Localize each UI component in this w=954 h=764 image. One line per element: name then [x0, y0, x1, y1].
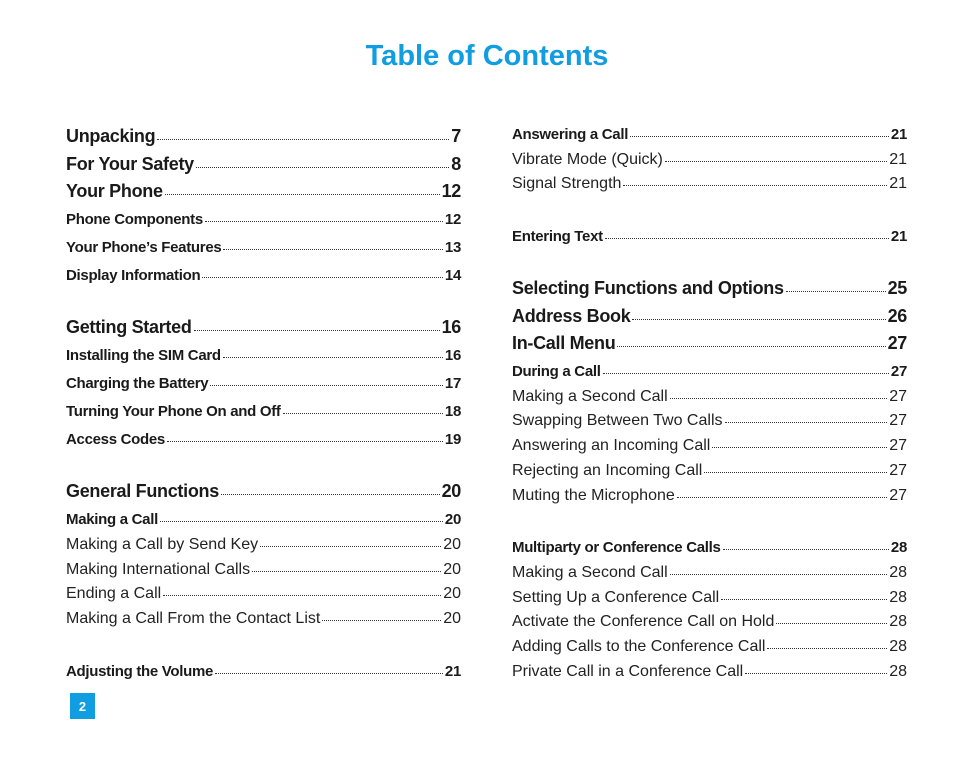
toc-entry[interactable]: [66, 585, 461, 603]
toc-entry-label: Answering a Call: [512, 126, 629, 143]
toc-entry[interactable]: [512, 663, 907, 681]
toc-entry-page: 27: [889, 462, 907, 479]
toc-entry-label: Phone Components: [66, 211, 203, 228]
toc-entry[interactable]: [66, 126, 461, 147]
toc-entry-page: 14: [444, 267, 461, 284]
toc-entry-page: 28: [889, 589, 907, 606]
toc-entry-page: 21: [889, 151, 907, 168]
toc-entry-page: 16: [444, 347, 461, 364]
toc-entry-label: In-Call Menu: [512, 333, 616, 353]
toc-entry[interactable]: [512, 333, 907, 354]
toc-entry[interactable]: [512, 539, 907, 556]
toc-entry[interactable]: [66, 511, 461, 528]
dot-leader: [252, 571, 441, 572]
dot-leader: [712, 447, 887, 448]
toc-entry-page: 21: [889, 175, 907, 192]
toc-entry-page: 7: [451, 126, 461, 146]
toc-entry-page: 28: [889, 638, 907, 655]
toc-entry-page: 17: [444, 375, 461, 392]
toc-entry-label: Multiparty or Conference Calls: [512, 539, 721, 556]
toc-entry-page: 12: [441, 181, 461, 201]
toc-entry[interactable]: [512, 175, 907, 193]
toc-entry-label: Rejecting an Incoming Call: [512, 462, 703, 479]
toc-entry-label: Vibrate Mode (Quick): [512, 151, 663, 168]
toc-entry-label: Activate the Conference Call on Hold: [512, 613, 775, 630]
dot-leader: [605, 238, 889, 239]
dot-leader: [196, 167, 449, 168]
dot-leader: [723, 549, 889, 550]
dot-leader: [725, 422, 888, 423]
toc-entry[interactable]: [66, 561, 461, 579]
toc-entry[interactable]: [66, 431, 461, 448]
toc-entry[interactable]: [66, 663, 461, 680]
dot-leader: [704, 472, 887, 473]
dot-leader: [665, 161, 887, 162]
toc-entry-label: Your Phone’s Features: [66, 239, 222, 256]
toc-entry-page: 27: [889, 388, 907, 405]
toc-entry-page: 27: [889, 487, 907, 504]
toc-entry-page: 12: [444, 211, 461, 228]
toc-entry-label: Answering an Incoming Call: [512, 437, 711, 454]
toc-entry-label: Selecting Functions and Options: [512, 278, 784, 298]
toc-entry[interactable]: [66, 181, 461, 202]
dot-leader: [776, 623, 887, 624]
toc-entry[interactable]: [66, 347, 461, 364]
dot-leader: [215, 673, 443, 674]
dot-leader: [745, 673, 887, 674]
dot-leader: [767, 648, 887, 649]
toc-entry-page: 21: [444, 663, 461, 680]
page-number-badge: 2: [70, 693, 95, 719]
dot-leader: [223, 357, 443, 358]
toc-entry-label: Private Call in a Conference Call: [512, 663, 744, 680]
toc-entry[interactable]: [512, 306, 907, 327]
toc-entry-page: 20: [441, 481, 461, 501]
dot-leader: [322, 620, 441, 621]
toc-entry-label: During a Call: [512, 363, 601, 380]
toc-entry-page: 20: [443, 561, 461, 578]
toc-entry[interactable]: [512, 462, 907, 480]
toc-entry[interactable]: [66, 403, 461, 420]
toc-entry-page: 20: [443, 536, 461, 553]
toc-entry-label: Ending a Call: [66, 585, 162, 602]
dot-leader: [221, 494, 440, 495]
toc-entry-label: Access Codes: [66, 431, 165, 448]
toc-entry-page: 28: [890, 539, 907, 556]
toc-entry[interactable]: [512, 589, 907, 607]
dot-leader: [163, 595, 441, 596]
toc-entry-page: 25: [887, 278, 907, 298]
toc-entry[interactable]: [66, 610, 461, 628]
toc-entry-label: Adding Calls to the Conference Call: [512, 638, 766, 655]
toc-entry[interactable]: [66, 375, 461, 392]
dot-leader: [165, 194, 440, 195]
toc-entry-label: Display Information: [66, 267, 201, 284]
dot-leader: [670, 398, 888, 399]
toc-entry-page: 20: [444, 511, 461, 528]
toc-entry-page: 21: [890, 228, 907, 245]
toc-entry-label: Muting the Microphone: [512, 487, 675, 504]
dot-leader: [630, 136, 889, 137]
toc-entry[interactable]: [66, 211, 461, 228]
toc-entry[interactable]: [66, 154, 461, 175]
toc-entry-label: Making a Call: [66, 511, 158, 528]
toc-entry-label: Making a Second Call: [512, 388, 668, 405]
toc-entry-page: 20: [443, 585, 461, 602]
toc-entry-label: Address Book: [512, 306, 631, 326]
toc-entry-label: Your Phone: [66, 181, 163, 201]
toc-entry[interactable]: [512, 487, 907, 505]
dot-leader: [617, 346, 885, 347]
toc-entry-label: Swapping Between Two Calls: [512, 412, 723, 429]
dot-leader: [194, 330, 440, 331]
dot-leader: [623, 185, 887, 186]
toc-entry[interactable]: [66, 267, 461, 284]
toc-entry[interactable]: [512, 126, 907, 143]
toc-entry-page: 19: [444, 431, 461, 448]
dot-leader: [223, 249, 443, 250]
dot-leader: [786, 291, 886, 292]
toc-entry-label: Making a Call From the Contact List: [66, 610, 321, 627]
toc-entry-label: Charging the Battery: [66, 375, 209, 392]
toc-entry-page: 27: [889, 437, 907, 454]
dot-leader: [202, 277, 443, 278]
toc-entry-label: Adjusting the Volume: [66, 663, 214, 680]
toc-entry[interactable]: [512, 613, 907, 631]
toc-entry-page: 13: [444, 239, 461, 256]
toc-entry[interactable]: [66, 536, 461, 554]
toc-entry[interactable]: [512, 363, 907, 380]
toc-entry-label: Entering Text: [512, 228, 603, 245]
dot-leader: [632, 319, 885, 320]
toc-entry-page: 27: [890, 363, 907, 380]
toc-entry[interactable]: [512, 228, 907, 245]
dot-leader: [260, 546, 441, 547]
dot-leader: [677, 497, 887, 498]
toc-entry-label: General Functions: [66, 481, 219, 501]
toc-entry-page: 20: [443, 610, 461, 627]
toc-entry[interactable]: [66, 481, 461, 502]
toc-entry[interactable]: [512, 151, 907, 169]
toc-entry-page: 28: [889, 613, 907, 630]
dot-leader: [210, 385, 443, 386]
page-title: Table of Contents: [365, 40, 609, 72]
toc-entry[interactable]: [512, 278, 907, 299]
toc-entry-label: Making a Second Call: [512, 564, 668, 581]
toc-entry-label: Signal Strength: [512, 175, 622, 192]
toc-entry-page: 16: [441, 317, 461, 337]
dot-leader: [283, 413, 443, 414]
toc-entry-page: 27: [887, 333, 907, 353]
toc-entry-label: Setting Up a Conference Call: [512, 589, 720, 606]
dot-leader: [603, 373, 889, 374]
toc-entry-page: 8: [451, 154, 461, 174]
dot-leader: [721, 599, 887, 600]
dot-leader: [670, 574, 888, 575]
toc-entry-label: Unpacking: [66, 126, 156, 146]
toc-entry-label: For Your Safety: [66, 154, 194, 174]
toc-entry[interactable]: [512, 412, 907, 430]
toc-entry-page: 26: [887, 306, 907, 326]
toc-entry-page: 27: [889, 412, 907, 429]
toc-entry-page: 21: [890, 126, 907, 143]
dot-leader: [157, 139, 449, 140]
toc-entry-label: Making International Calls: [66, 561, 251, 578]
toc-entry-label: Installing the SIM Card: [66, 347, 221, 364]
toc-entry[interactable]: [66, 317, 461, 338]
toc-entry-page: 28: [889, 663, 907, 680]
toc-entry-label: Making a Call by Send Key: [66, 536, 259, 553]
toc-entry-label: Turning Your Phone On and Off: [66, 403, 281, 420]
toc-entry-page: 18: [444, 403, 461, 420]
toc-entry[interactable]: [512, 388, 907, 406]
toc-entry-page: 28: [889, 564, 907, 581]
toc-entry[interactable]: [66, 239, 461, 256]
dot-leader: [167, 441, 443, 442]
toc-entry[interactable]: [512, 437, 907, 455]
toc-entry-label: Getting Started: [66, 317, 192, 337]
toc-entry[interactable]: [512, 638, 907, 656]
dot-leader: [160, 521, 443, 522]
toc-entry[interactable]: [512, 564, 907, 582]
dot-leader: [205, 221, 443, 222]
